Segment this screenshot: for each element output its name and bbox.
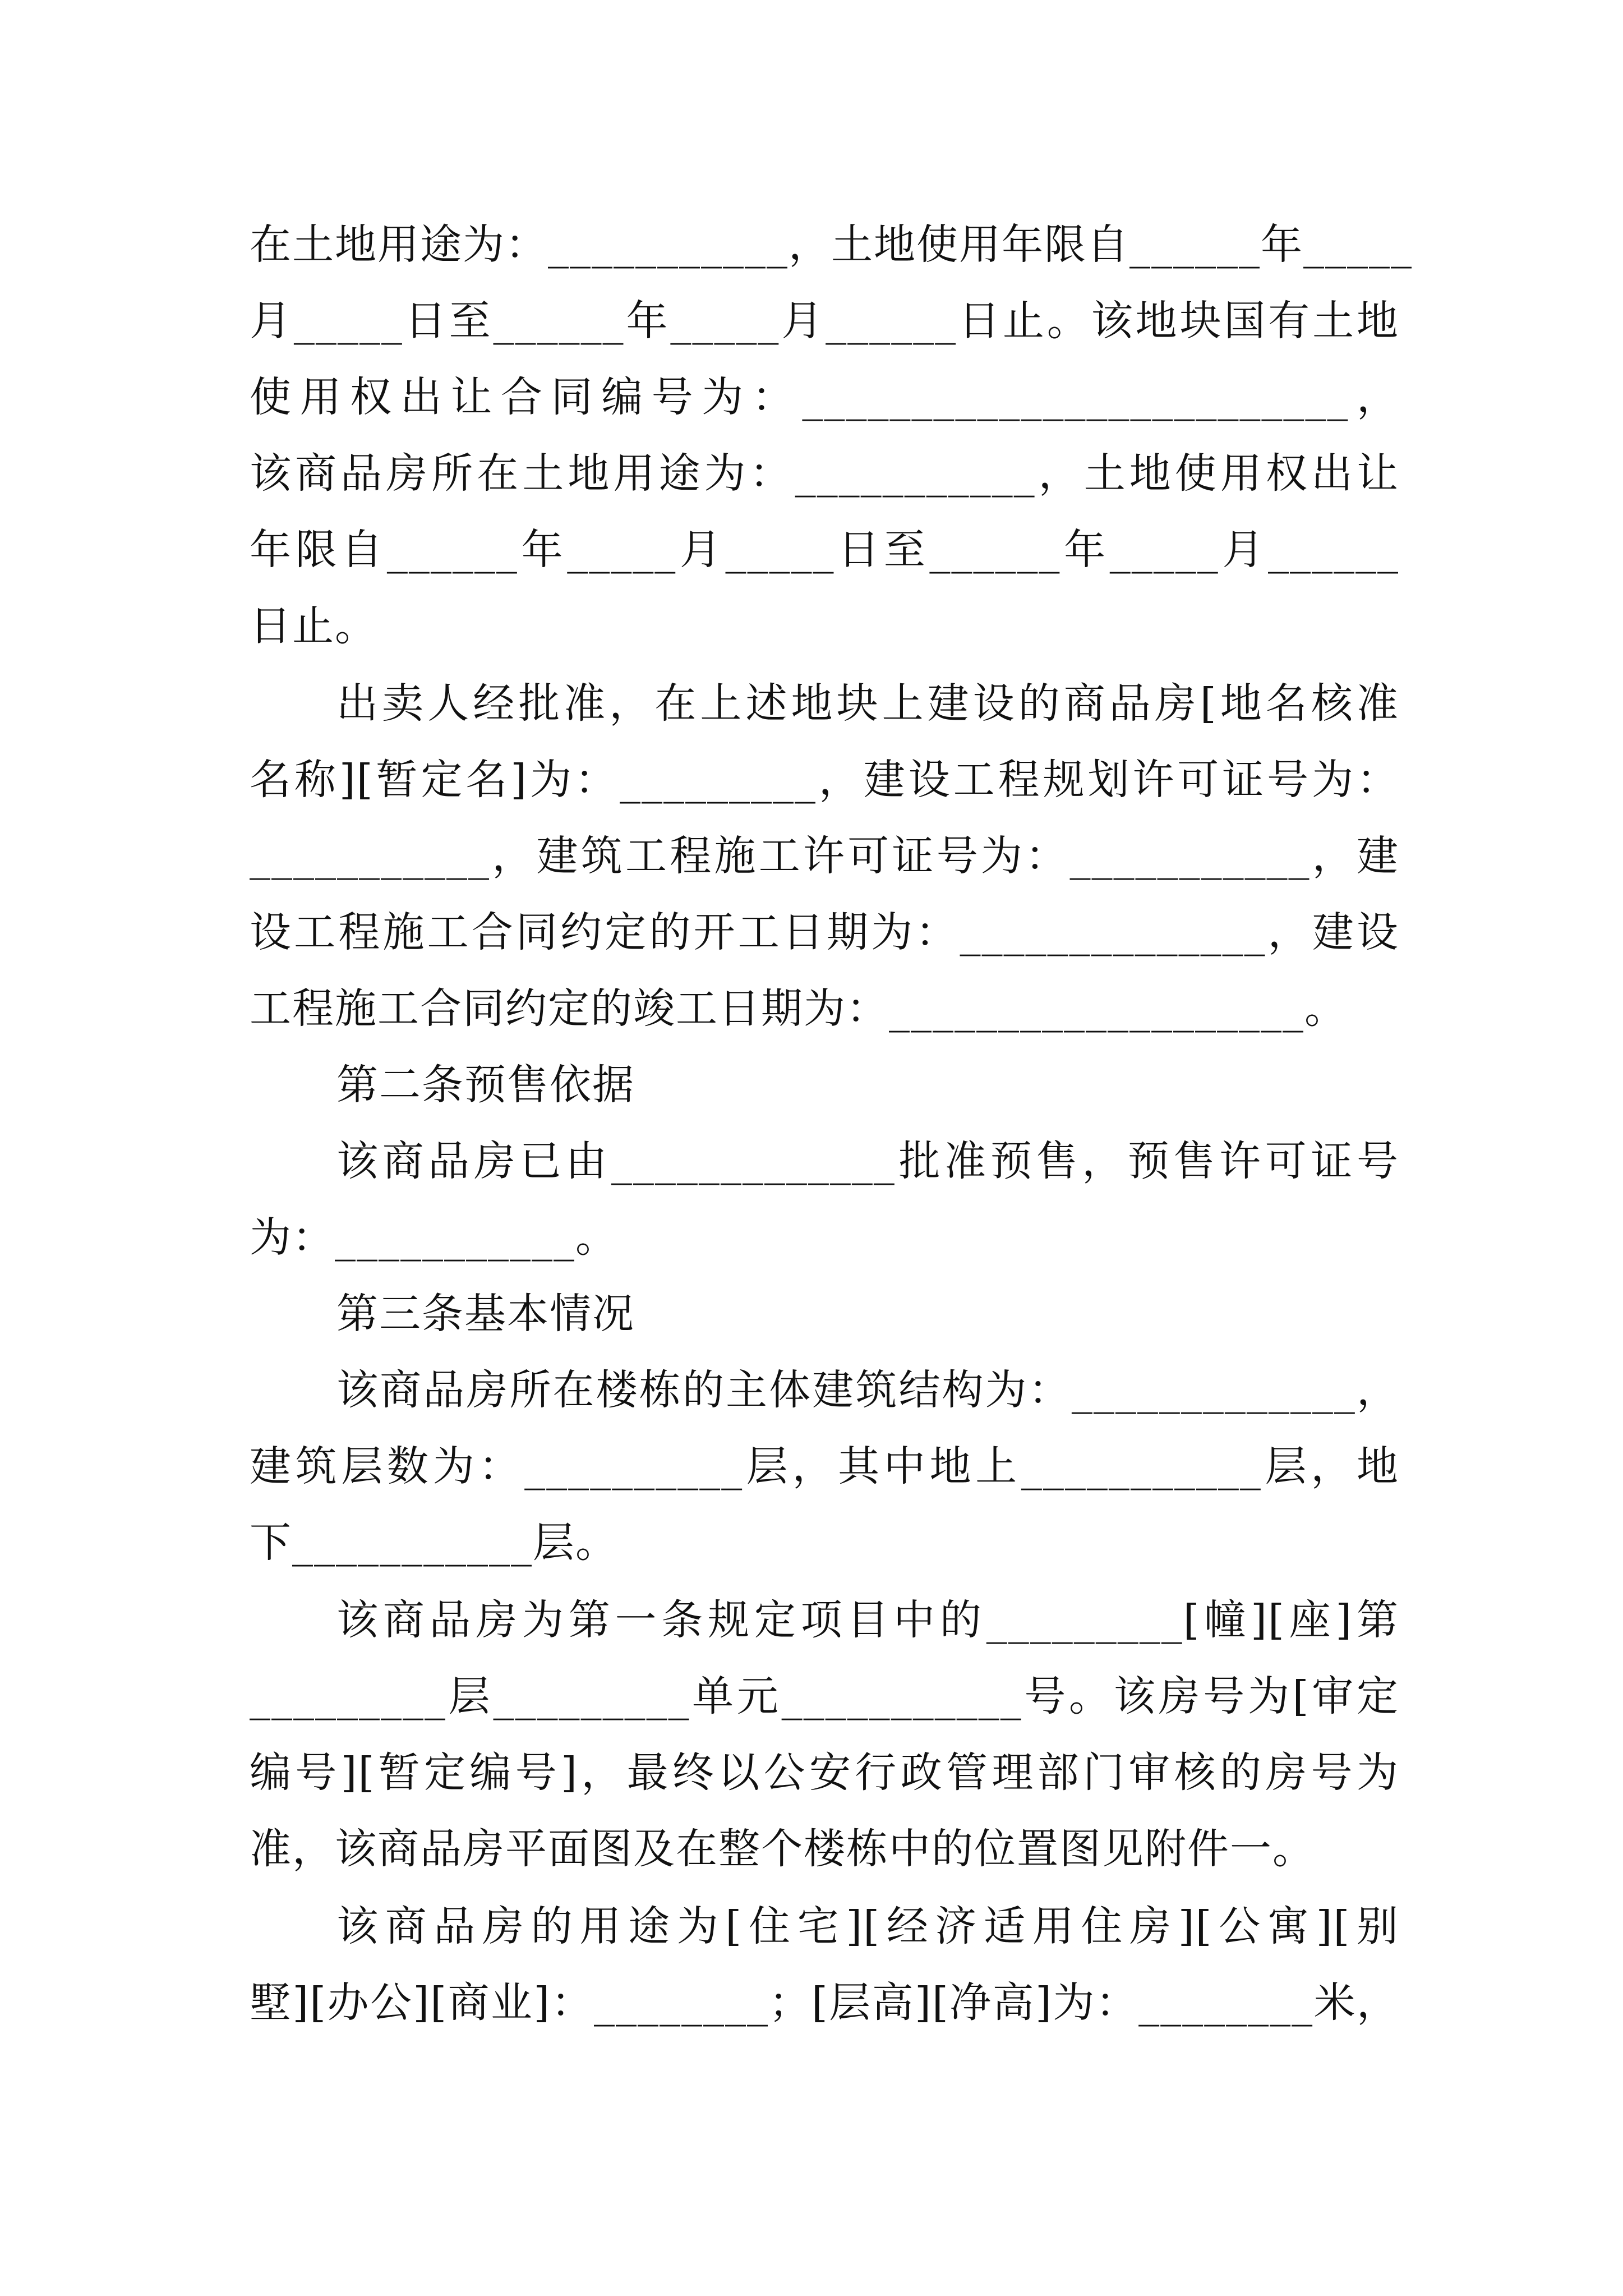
section-heading-3: 第三条基本情况	[336, 1290, 635, 1338]
text-line-24: 墅][办公][商业]：________；[层高][净高]为：________米，	[250, 1978, 1399, 2027]
text-line-18: 下___________层。	[250, 1519, 618, 1567]
text-line-4: 该商品房所在土地用途为：___________，土地使用权出让	[250, 449, 1399, 498]
text-line-16: 该商品房所在楼栋的主体建筑结构为：_____________，	[336, 1366, 1399, 1414]
text-line-20: _________层_________单元___________号。该房号为[审定	[250, 1672, 1399, 1720]
text-line-10: 设工程施工合同约定的开工日期为：______________，建设	[250, 908, 1399, 956]
text-line-5: 年限自______年_____月_____日至______年_____月______	[250, 526, 1399, 574]
text-line-17: 建筑层数为：__________层，其中地上___________层，地	[250, 1442, 1399, 1490]
text-line-13: 该商品房已由_____________批准预售，预售许可证号	[336, 1137, 1399, 1185]
text-line-11: 工程施工合同约定的竣工日期为：___________________。	[250, 984, 1347, 1033]
text-line-1: 在土地用途为：___________，土地使用年限自______年_____	[250, 220, 1413, 269]
text-line-3: 使用权出让合同编号为：_________________________，	[250, 373, 1399, 421]
text-line-23: 该商品房的用途为[住宅][经济适用住房][公寓][别	[336, 1902, 1399, 1950]
text-line-7: 出卖人经批准，在上述地块上建设的商品房[地名核准	[336, 679, 1399, 728]
text-line-6: 日止。	[250, 602, 377, 650]
text-line-19: 该商品房为第一条规定项目中的_________[幢][座]第	[336, 1596, 1399, 1644]
text-line-2: 月_____日至______年_____月______日止。该地块国有土地	[250, 297, 1399, 345]
section-heading-2: 第二条预售依据	[336, 1061, 635, 1109]
text-line-9: ___________，建筑工程施工许可证号为：___________，建	[250, 832, 1399, 880]
text-line-21: 编号][暂定编号]，最终以公安行政管理部门审核的房号为	[250, 1749, 1399, 1797]
text-line-22: 准，该商品房平面图及在整个楼栋中的位置图见附件一。	[250, 1825, 1315, 1873]
text-line-14: 为：___________。	[250, 1213, 618, 1262]
text-line-8: 名称][暂定名]为：_________，建设工程规划许可证号为：	[250, 756, 1399, 804]
